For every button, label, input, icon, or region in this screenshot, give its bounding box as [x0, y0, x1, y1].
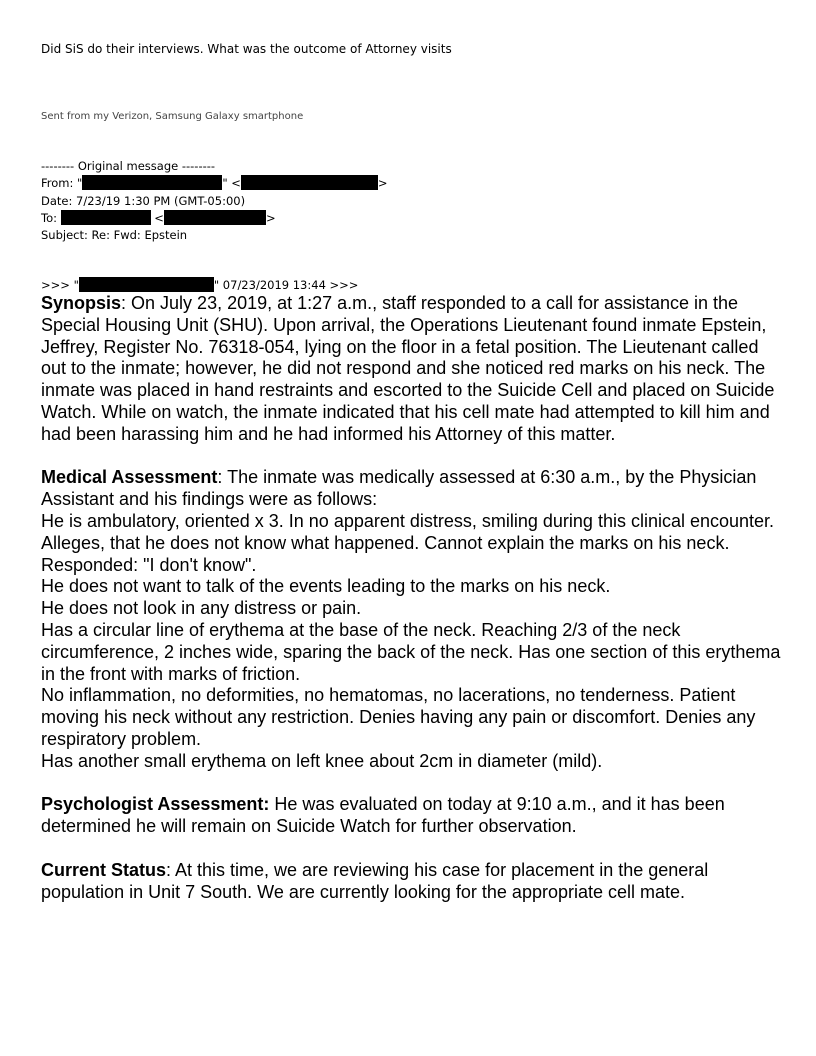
- from-label: From: ": [41, 176, 83, 191]
- redaction: [79, 277, 214, 292]
- synopsis-text: : On July 23, 2019, at 1:27 a.m., staff responded to a call for assistance in the Special Housing Unit (SHU). Upon arrival, the Operations Lieutenant found inmate Epstein, Jeffrey, Register No. 76318-054, lying on the floor in a fetal position. The Lieutenant called out to the inmate; however, he did not respond and she noticed red marks on his neck. The inmate was placed in hand restraints and escorted to the Suicide Cell and placed on Suicide Watch. While on watch, the inmate indicated that his cell mate had attempted to kill him and had been harassing him and he had informed his Attorney of this matter.: [41, 293, 775, 444]
- to-label: To:: [41, 210, 61, 225]
- reply-text: Did SiS do their interviews. What was the outcome of Attorney visits: [41, 42, 452, 56]
- status-label: Current Status: [41, 859, 167, 880]
- medical-intro: : The inmate was medically assessed at 6:30 a.m., by the Physician Assistant and his findings were as follows:: [41, 467, 757, 510]
- from-mid: " <: [222, 176, 241, 191]
- medical-line: Has a circular line of erythema at the base of the neck. Reaching 2/3 of the neck circumference, 2 inches wide, sparing the back of the neck. Has one section of this erythema in the front with marks of friction.: [41, 619, 781, 684]
- redaction: [82, 175, 222, 190]
- psych-label: Psychologist Assessment:: [41, 794, 270, 815]
- to-mid: <: [150, 210, 164, 225]
- medical-paragraph: [41, 467, 781, 772]
- quote-end: " 07/23/2019 13:44 >>>: [213, 278, 359, 292]
- status-text: : At this time, we are reviewing his case for placement in the general population in Unit 7 South. We are currently looking for the appropriate cell mate.: [41, 859, 709, 902]
- to-line: [41, 210, 388, 227]
- redaction: [61, 210, 151, 225]
- from-line: [41, 175, 388, 192]
- signature: Sent from my Verizon, Samsung Galaxy smartphone: [41, 111, 304, 122]
- divider: -------- Original message --------: [41, 159, 216, 173]
- memo-body: [41, 293, 781, 925]
- redaction: [241, 175, 378, 190]
- medical-line: He is ambulatory, oriented x 3. In no apparent distress, smiling during this clinical encounter. Alleges, that he does not know what happened. Cannot explain the marks on his neck. Responded: "I don't know".: [41, 510, 775, 575]
- psych-paragraph: [41, 794, 781, 838]
- quote-start: >>> ": [41, 278, 79, 292]
- medical-line: No inflammation, no deformities, no hematomas, no lacerations, no tenderness. Patient moving his neck without any restriction. Denies having any pain or discomfort. Denies any respiratory problem.: [41, 685, 756, 749]
- medical-line: He does not want to talk of the events leading to the marks on his neck.: [41, 576, 611, 597]
- medical-label: Medical Assessment: [41, 467, 218, 488]
- to-end: >: [265, 210, 276, 225]
- redaction: [164, 210, 266, 225]
- original-message-header: [41, 158, 388, 244]
- psych-text: He was evaluated on today at 9:10 a.m., and it has been determined he will remain on Suicide Watch for further observation.: [41, 794, 725, 837]
- quote-line: [41, 277, 358, 292]
- medical-line: Has another small erythema on left knee about 2cm in diameter (mild).: [41, 750, 603, 771]
- synopsis-paragraph: [41, 293, 781, 446]
- subject-line: Subject: Re: Fwd: Epstein: [41, 228, 188, 243]
- medical-line: He does not look in any distress or pain.: [41, 598, 362, 619]
- date-line: Date: 7/23/19 1:30 PM (GMT-05:00): [41, 193, 246, 208]
- status-paragraph: [41, 860, 781, 904]
- from-end: >: [377, 176, 388, 191]
- synopsis-label: Synopsis: [41, 293, 122, 313]
